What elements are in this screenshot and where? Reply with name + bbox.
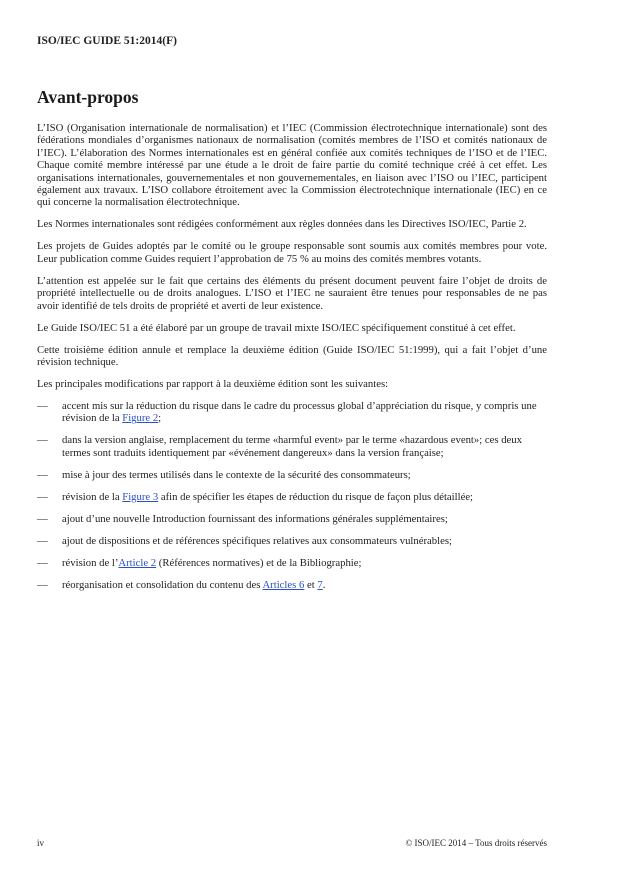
document-body [37,122,547,601]
paragraph: L’attention est appelée sur le fait que certains des éléments du présent document peuvent faire l’objet de droits de propriété intellectuelle ou de droits analogues. L’ISO et l’IEC ne sauraient être tenues pour responsables de ne pas avoir identifié de tels droits de propriété et averti de leur existence. [37,274,547,312]
list-text: afin de spécifier les étapes de réduction du risque de façon plus détaillée; [158,490,474,503]
figure-3-link[interactable]: Figure 3 [122,490,159,503]
list-item [37,491,547,503]
list-text: mise à jour des termes utilisés dans le contexte de la sécurité des consommateurs; [62,468,411,481]
paragraph: Les principales modifications par rapport à la deuxième édition sont les suivantes: [37,378,389,391]
paragraph: Les Normes internationales sont rédigées conformément aux règles données dans les Directives ISO/IEC, Partie 2. [37,218,527,231]
figure-2-link[interactable]: Figure 2 [122,412,159,425]
paragraph: Les projets de Guides adoptés par le comité ou le groupe responsable sont soumis aux comités membres pour vote. Leur publication comme Guides requiert l’approbation de 75 % au moins des comités membres votants. [37,240,547,265]
dash-bullet: — [37,578,48,591]
dash-bullet: — [37,400,48,413]
dash-bullet: — [37,534,48,547]
list-item [37,535,547,547]
article-7-link[interactable]: 7 [317,578,323,591]
dash-bullet: — [37,434,48,447]
dash-bullet: — [37,512,48,525]
page-number: iv [37,838,45,848]
list-text: accent mis sur la réduction du risque dans le cadre du processus global d’appréciation du risque, y compris une révision de la [62,400,537,425]
list-text: dans la version anglaise, remplacement du terme «harmful event» par le terme «hazardous event»; ces deux termes sont traduits identiquement par «événement dangereux» dans la version française; [62,434,522,459]
dash-bullet: — [37,490,48,503]
paragraph: L’ISO (Organisation internationale de normalisation) et l’IEC (Commission électrotechnique internationale) sont des fédérations mondiales d’organismes nationaux de normalisation (comités membres de l’ISO et comités nationaux de l’IEC). L’élaboration des Normes internationales est en général confiée aux comités techniques de l’ISO et de l’IEC. Chaque comité membre intéressé par une étude a le droit de faire partie du comité technique créé à cet effet. Les organisations internationales, gouvernementales et non gouvernementales, en liaison avec l’ISO ou l’IEC, participent également aux travaux. L’ISO collabore étroitement avec la Commission électrotechnique internationale (IEC) en ce qui concerne la normalisation électrotechnique. [37,122,547,209]
list-text: ; [158,412,162,425]
list-text: ajout de dispositions et de références spécifiques relatives aux consommateurs vulnérables; [62,534,452,547]
document-header: ISO/IEC GUIDE 51:2014(F) [37,35,177,47]
list-item [37,400,547,425]
list-text: révision de la [62,490,123,503]
list-item [37,469,547,481]
list-text: réorganisation et consolidation du contenu des [62,578,263,591]
list-text: (Références normatives) et de la Bibliographie; [156,556,362,569]
dash-bullet: — [37,556,48,569]
dash-bullet: — [37,468,48,481]
paragraph: Le Guide ISO/IEC 51 a été élaboré par un groupe de travail mixte ISO/IEC spécifiquement constitué à cet effet. [37,321,516,334]
copyright-notice: © ISO/IEC 2014 – Tous droits réservés [405,838,547,848]
list-text: . [322,578,326,591]
article-2-link[interactable]: Article 2 [118,556,157,569]
list-item [37,557,547,569]
article-6-link[interactable]: Articles 6 [262,578,305,591]
section-title: Avant-propos [37,87,139,107]
list-item [37,434,547,459]
list-item [37,513,547,525]
list-text: ajout d’une nouvelle Introduction fournissant des informations générales supplémentaires; [62,512,448,525]
list-text: révision de l’ [62,556,119,569]
list-item [37,579,547,591]
paragraph: Cette troisième édition annule et remplace la deuxième édition (Guide ISO/IEC 51:1999), qui a fait l’objet d’une révision technique. [37,343,547,369]
list-text: et [304,578,318,591]
